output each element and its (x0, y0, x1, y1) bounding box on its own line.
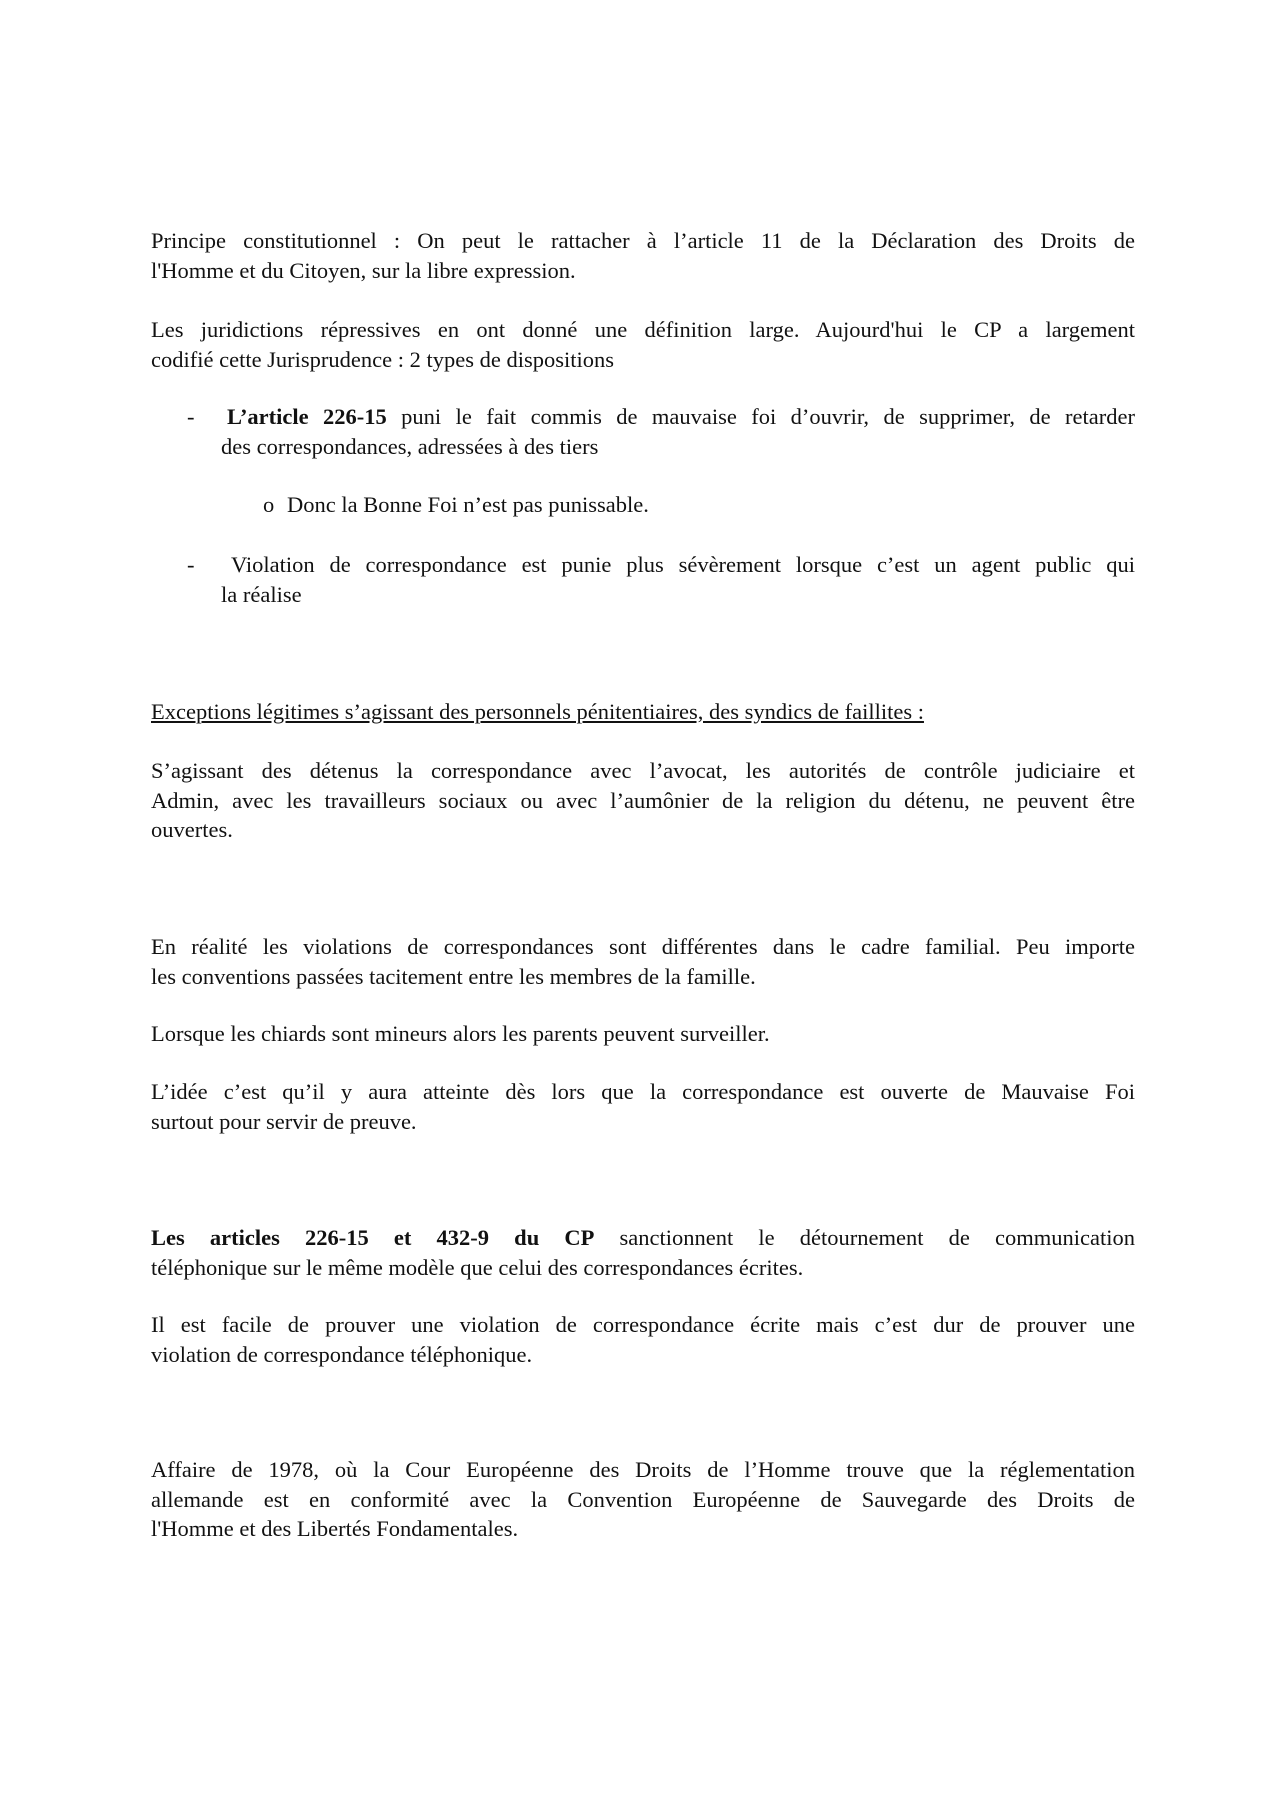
paragraph-line: Lorsque les chiards sont mineurs alors les parents peuvent surveiller. (151, 1021, 770, 1046)
paragraph-line: L’idée c’est qu’il y aura atteinte dès lors que la correspondance est ouverte de Mauvaise Foi (151, 1079, 1135, 1104)
bullet-line: des correspondances, adressées à des tiers (221, 433, 599, 459)
paragraph-line: violation de correspondance téléphonique. (151, 1341, 533, 1367)
paragraph-minors (151, 1019, 1135, 1049)
paragraph-line: Les juridictions répressives en ont donné une définition large. Aujourd'hui le CP a largement (151, 317, 1135, 342)
paragraph-bad-faith (151, 1077, 1135, 1136)
paragraph-text: sanctionnent le détournement de communication (594, 1225, 1135, 1250)
bullet-line: la réalise (221, 581, 302, 607)
paragraph-proof (151, 1310, 1135, 1369)
paragraph-line: Admin, avec les travailleurs sociaux ou avec l’aumônier de la religion du détenu, ne peuvent être (151, 787, 1135, 813)
paragraph-line: Principe constitutionnel : On peut le rattacher à l’article 11 de la Déclaration des Droits de (151, 228, 1135, 253)
paragraph-family-context (151, 932, 1135, 991)
bullet-dash: - (187, 552, 195, 577)
paragraph-telephone-articles (151, 1223, 1135, 1282)
bullet-item-article-226-15 (187, 402, 1135, 462)
heading-exceptions (151, 697, 1135, 727)
paragraph-line: les conventions passées tacitement entre les membres de la famille. (151, 963, 756, 989)
bold-article-ref: L’article 226-15 (227, 404, 387, 429)
paragraph-1978-case (151, 1455, 1135, 1544)
bullet-dash: - (187, 404, 195, 429)
sub-bullet-item (263, 490, 1135, 520)
bullet-line: Violation de correspondance est punie plus sévèrement lorsque c’est un agent public qui (231, 552, 1135, 577)
paragraph-line: Il est facile de prouver une violation de correspondance écrite mais c’est dur de prouver une (151, 1312, 1135, 1337)
bullet-text: puni le fait commis de mauvaise foi d’ouvrir, de supprimer, de retarder (386, 404, 1135, 429)
paragraph-line: surtout pour servir de preuve. (151, 1108, 417, 1134)
bold-article-ref: Les articles 226-15 et 432-9 du CP (151, 1225, 595, 1250)
paragraph-constitutional-principle (151, 226, 1135, 285)
paragraph-line: En réalité les violations de correspondances sont différentes dans le cadre familial. Peu importe (151, 934, 1135, 959)
paragraph-line: allemande est en conformité avec la Convention Européenne de Sauvegarde des Droits de (151, 1486, 1135, 1512)
paragraph-line (151, 1223, 1135, 1253)
sub-bullet-text: Donc la Bonne Foi n’est pas punissable. (287, 492, 649, 517)
paragraph-line: codifié cette Jurisprudence : 2 types de dispositions (151, 346, 615, 372)
paragraph-line: l'Homme et du Citoyen, sur la libre expression. (151, 257, 576, 283)
underlined-heading: Exceptions légitimes s’agissant des personnels pénitentiaires, des syndics de faillites : (151, 699, 924, 724)
sub-bullet-marker: o (263, 492, 275, 517)
paragraph-line: Affaire de 1978, où la Cour Européenne des Droits de l’Homme trouve que la réglementation (151, 1457, 1135, 1482)
paragraph-line: téléphonique sur le même modèle que celui des correspondances écrites. (151, 1254, 804, 1280)
bullet-item-public-agent (187, 550, 1135, 610)
paragraph-jurisdictions (151, 315, 1135, 374)
paragraph-detainees (151, 756, 1135, 845)
paragraph-line: l'Homme et des Libertés Fondamentales. (151, 1516, 519, 1541)
paragraph-line: S’agissant des détenus la correspondance avec l’avocat, les autorités de contrôle judiciaire et (151, 758, 1135, 783)
bullet-line (227, 402, 1135, 432)
paragraph-line: ouvertes. (151, 817, 233, 842)
